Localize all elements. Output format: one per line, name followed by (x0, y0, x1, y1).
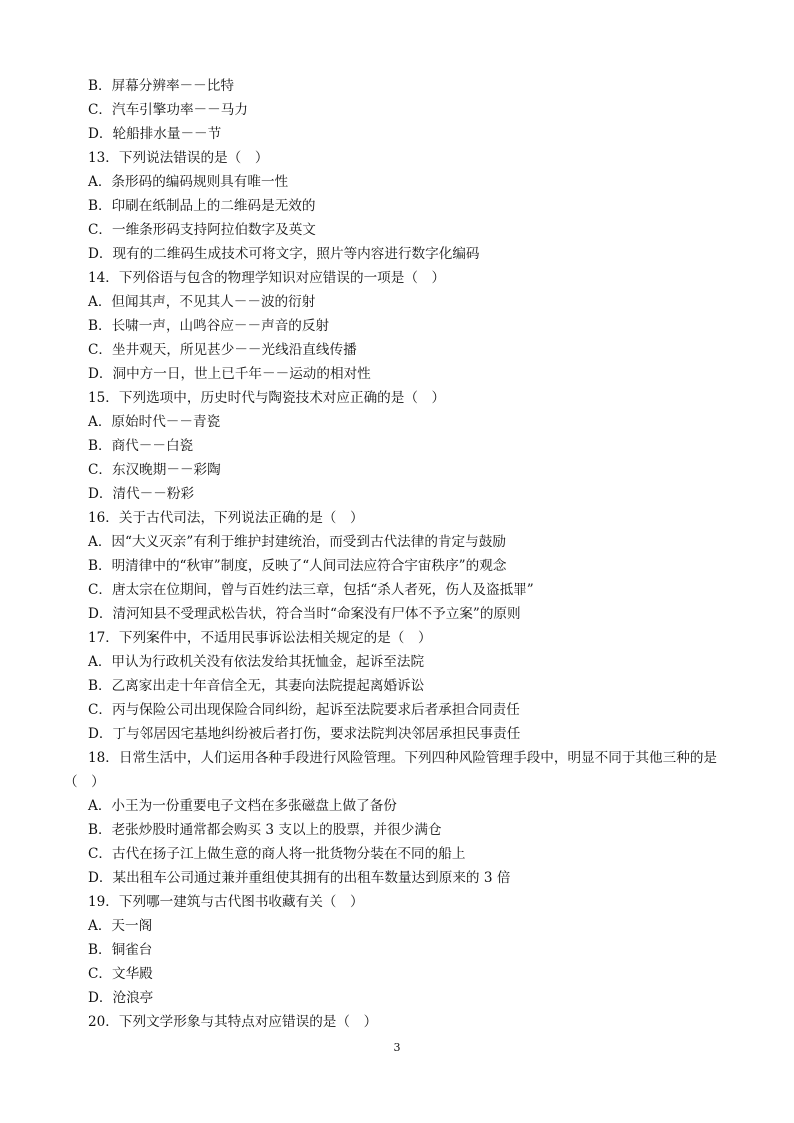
question-19: 19．下列哪一建筑与古代图书收藏有关（ ） (88, 894, 364, 910)
question-18: 18．日常生活中，人们运用各种手段进行风险管理。下列四种风险管理手段中，明显不同于其他三种的是 (88, 750, 718, 766)
option-d-q15: D．清代－－粉彩 (88, 486, 195, 502)
question-16: 16．关于古代司法，下列说法正确的是（ ） (88, 510, 364, 526)
option-c-q13: C．一维条形码支持阿拉伯数字及英文 (88, 222, 316, 238)
option-a-q16: A．因“大义灭亲”有利于维护封建统治，而受到古代法律的肯定与鼓励 (88, 534, 506, 550)
option-d-q18: D．某出租车公司通过兼并重组使其拥有的出租车数量达到原来的 3 倍 (88, 870, 511, 886)
option-c-q14: C．坐井观天，所见甚少－－光线沿直线传播 (88, 342, 357, 358)
option-c-q17: C．丙与保险公司出现保险合同纠纷，起诉至法院要求后者承担合同责任 (88, 702, 520, 718)
option-d-q17: D．丁与邻居因宅基地纠纷被后者打伤，要求法院判决邻居承担民事责任 (88, 726, 521, 742)
option-a-q13: A．条形码的编码规则具有唯一性 (88, 174, 289, 190)
option-b-q16: B．明清律中的“秋审”制度，反映了“人间司法应符合宇宙秩序”的观念 (88, 558, 507, 574)
question-20: 20．下列文学形象与其特点对应错误的是（ ） (88, 1014, 378, 1030)
option-d-q14: D．洞中方一日，世上已千年－－运动的相对性 (88, 366, 371, 382)
option-d-q12: D．轮船排水量－－节 (88, 126, 222, 142)
page-number: 3 (393, 1041, 401, 1054)
option-a-q17: A．甲认为行政机关没有依法发给其抚恤金，起诉至法院 (88, 654, 425, 670)
question-18-continuation: （ ） (64, 774, 105, 790)
question-14: 14．下列俗语与包含的物理学知识对应错误的一项是（ ） (88, 270, 446, 286)
question-13: 13．下列说法错误的是（ ） (88, 150, 269, 166)
option-c-q12: C．汽车引擎功率－－马力 (88, 102, 248, 118)
option-d-q19: D．沧浪亭 (88, 990, 154, 1006)
option-b-q19: B．铜雀台 (88, 942, 153, 958)
option-a-q18: A．小王为一份重要电子文档在多张磁盘上做了备份 (88, 798, 397, 814)
option-b-q18: B．老张炒股时通常都会购买 3 支以上的股票，并很少满仓 (88, 822, 442, 838)
option-b-q15: B．商代－－白瓷 (88, 438, 194, 454)
option-c-q15: C．东汉晚期－－彩陶 (88, 462, 221, 478)
option-b-q17: B．乙离家出走十年音信全无，其妻向法院提起离婚诉讼 (88, 678, 425, 694)
option-b-q14: B．长啸一声，山鸣谷应－－声音的反射 (88, 318, 330, 334)
option-a-q19: A．天一阁 (88, 918, 153, 934)
option-a-q14: A．但闻其声，不见其人－－波的衍射 (88, 294, 316, 310)
option-c-q16: C．唐太宗在位期间，曾与百姓约法三章，包括“杀人者死，伤人及盗抵罪” (88, 582, 534, 598)
option-b-q13: B．印刷在纸制品上的二维码是无效的 (88, 198, 316, 214)
option-d-q13: D．现有的二维码生成技术可将文字，照片等内容进行数字化编码 (88, 246, 480, 262)
question-17: 17．下列案件中，不适用民事诉讼法相关规定的是（ ） (88, 630, 432, 646)
option-d-q16: D．清河知县不受理武松告状，符合当时“命案没有尸体不予立案”的原则 (88, 606, 521, 622)
option-b-q12: B．屏幕分辨率－－比特 (88, 78, 234, 94)
question-15: 15．下列选项中，历史时代与陶瓷技术对应正确的是（ ） (88, 390, 446, 406)
option-c-q19: C．文华殿 (88, 966, 153, 982)
option-a-q15: A．原始时代－－青瓷 (88, 414, 221, 430)
option-c-q18: C．古代在扬子江上做生意的商人将一批货物分装在不同的船上 (88, 846, 466, 862)
